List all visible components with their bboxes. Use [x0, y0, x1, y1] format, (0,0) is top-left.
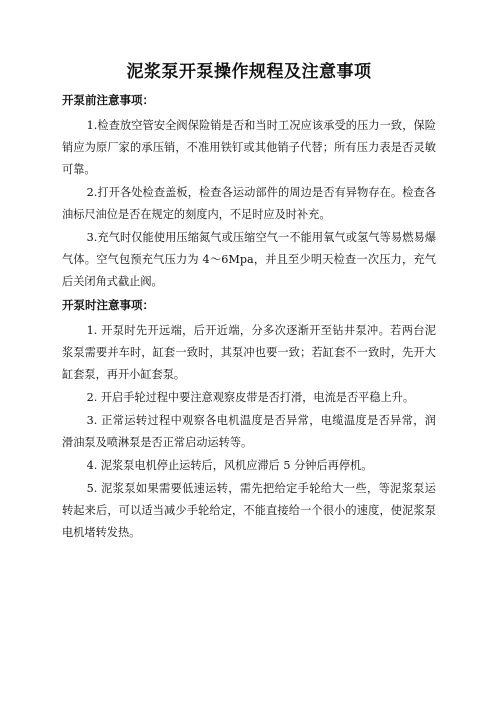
paragraph: 1. 开泵时先开远端，后开近端，分多次逐渐开至钻井泵冲。若两台泥浆泵需要并车时，缸套一致时，其泵冲也要一致；若缸套不一致时，先开大缸套泵，再开小缸套泵。 — [62, 324, 436, 381]
paragraph: 1.检查放空管安全阀保险销是否和当时工况应该承受的压力一致，保险销应为原厂家的承压销，不准用铁钉或其他销子代替；所有压力表是否灵敏可靠。 — [62, 119, 436, 176]
paragraph: 3. 正常运转过程中观察各电机温度是否异常，电缆温度是否异常，润滑油泵及喷淋泵是否正常启动运转等。 — [62, 414, 436, 449]
section-heading: 开泵时注意事项： — [62, 298, 154, 312]
paragraph: 5. 泥浆泵如果需要低速运转，需先把给定手轮给大一些，等泥浆泵运转起来后，可以适当减少手轮给定，不能直接给一个很小的速度，使泥浆泵电机堵转发热。 — [62, 482, 436, 539]
section-heading: 开泵前注意事项： — [62, 93, 154, 107]
paragraph: 3.充气时仅能使用压缩氮气或压缩空气一不能用氧气或氢气等易燃易爆气体。空气包预充气压力为 4～6Mpa，并且至少明天检查一次压力，充气后关闭角式截止阀。 — [62, 231, 436, 288]
document-page — [62, 60, 436, 545]
paragraph: 4. 泥浆泵电机停止运转后，风机应滞后 5 分钟后再停机。 — [86, 459, 373, 472]
section-before-start — [62, 91, 436, 293]
paragraph: 2.打开各处检查盖板，检查各运动部件的周边是否有异物存在。检查各油标尺油位是否在规定的刻度内，不足时应及时补充。 — [62, 186, 436, 221]
page-title: 泥浆泵开泵操作规程及注意事项 — [126, 62, 372, 82]
section-during-start — [62, 296, 436, 544]
paragraph: 2. 开启手轮过程中要注意观察皮带是否打滑，电流是否平稳上升。 — [86, 391, 415, 404]
